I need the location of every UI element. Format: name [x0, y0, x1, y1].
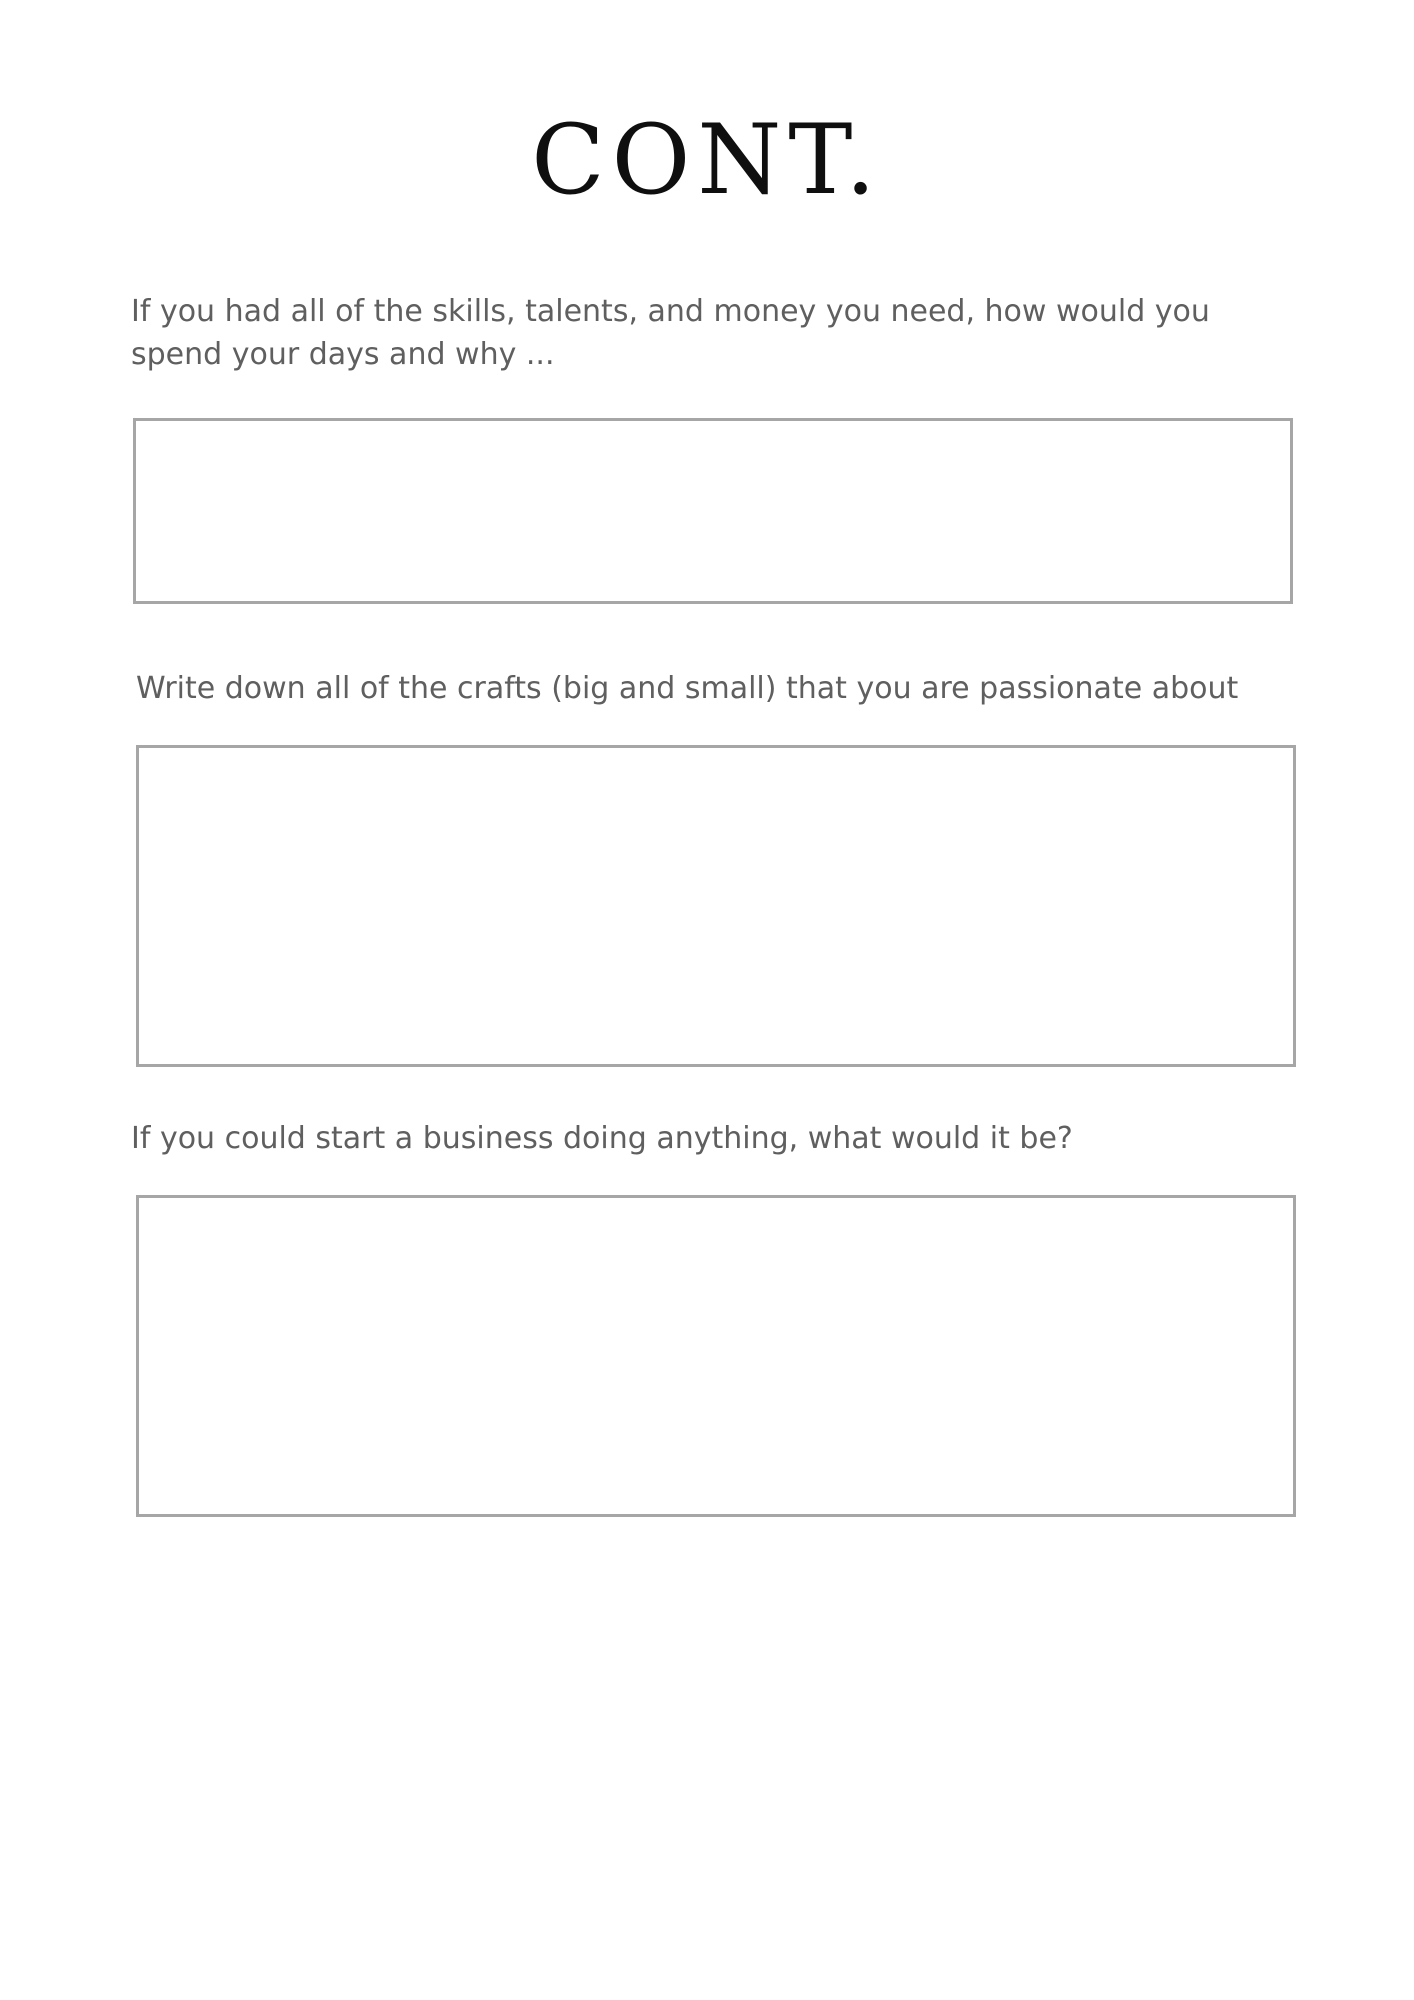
question-2-prompt: Write down all of the crafts (big and small) that you are passionate about — [136, 671, 1239, 706]
question-2-answer-box[interactable] — [136, 745, 1296, 1067]
question-1-answer-box[interactable] — [133, 418, 1293, 604]
question-3-answer-box[interactable] — [136, 1195, 1296, 1517]
question-3-prompt: If you could start a business doing anything, what would it be? — [131, 1121, 1073, 1156]
question-1-prompt: If you had all of the skills, talents, and money you need, how would you spend your days and why ... — [131, 294, 1210, 372]
page-title: CONT. — [531, 104, 883, 216]
